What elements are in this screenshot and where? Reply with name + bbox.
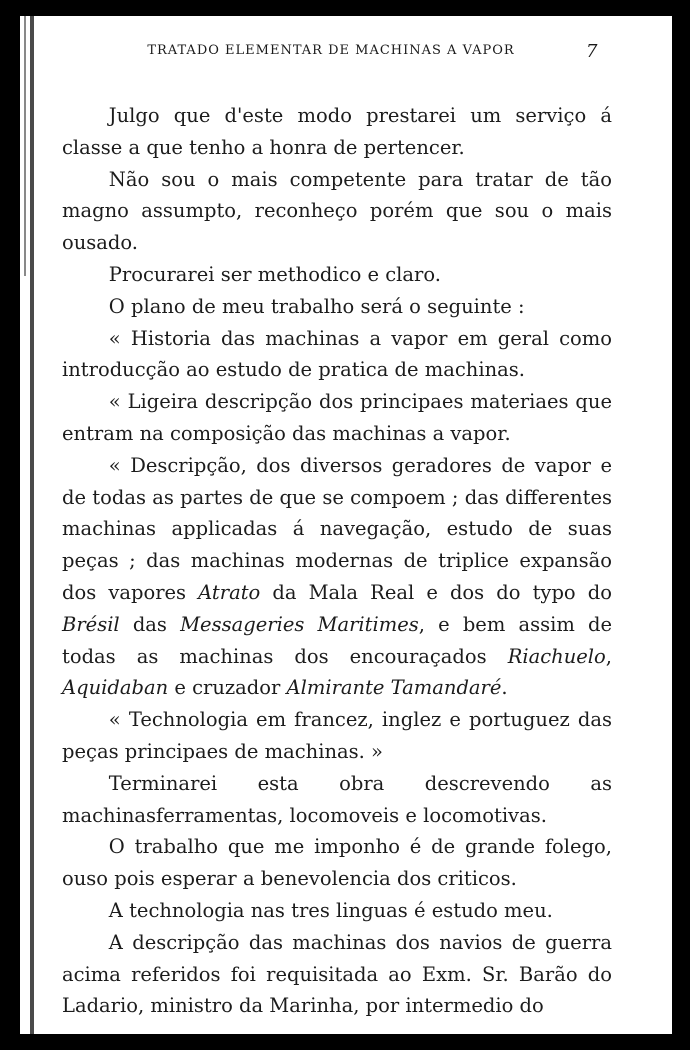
text-segment: das (119, 612, 181, 636)
ship-name: Riachuelo (507, 644, 606, 668)
ship-name: Brésil (62, 612, 120, 636)
paragraph: « Technologia em francez, inglez e portuguez das peças principaes de machinas. » (62, 708, 612, 763)
text-segment: , e bem assim de todas as machinas dos encouraçados (62, 612, 613, 668)
book-page (20, 16, 672, 1034)
page-number: 7 (586, 41, 598, 62)
text-segment: « Descripção, dos diversos geradores de vapor e de todas as partes de que se compoem ; das differentes machinas applicadas á navegação, estudo de suas peças ; das machinas modernas de triplice expansão dos vapores (62, 453, 612, 604)
paragraph-description (62, 450, 612, 704)
paragraph: Julgo que d'este modo prestarei um serviço á classe a que tenho a honra de pertencer. (62, 104, 612, 159)
page-edge-shadow (30, 16, 34, 1034)
paragraph: « Ligeira descripção dos principaes materiaes que entram na composição das machinas a vapor. (62, 390, 612, 445)
paragraph: O plano de meu trabalho será o seguinte : (108, 294, 525, 318)
text-segment: e cruzador (168, 676, 287, 700)
ship-name: Almirante Tamandaré (286, 676, 502, 700)
paragraph: Terminarei esta obra descrevendo as machinasferramentas, locomoveis e locomotivas. (62, 771, 612, 827)
paragraph: « Historia das machinas a vapor em geral como introducção ao estudo de pratica de machinas. (62, 326, 612, 382)
text-segment: . (501, 676, 508, 700)
paragraph: Procurarei ser methodico e claro. (108, 262, 441, 286)
text-segment: , (605, 644, 612, 668)
running-head: TRATADO ELEMENTAR DE MACHINAS A VAPOR (147, 43, 515, 58)
paragraph: O trabalho que me imponho é de grande folego, ouso pois esperar a benevolencia dos criticos. (62, 835, 612, 891)
paragraph: A technologia nas tres linguas é estudo meu. (108, 898, 553, 922)
body-text (62, 100, 612, 1022)
text-segment: da Mala Real e dos do typo do (260, 580, 612, 604)
paragraph: Não sou o mais competente para tratar de tão magno assumpto, reconheço porém que sou o mais ousado. (62, 167, 612, 255)
page-header (20, 43, 672, 63)
ship-name: Aquidaban (62, 676, 169, 700)
ship-name: Atrato (198, 580, 261, 604)
paragraph: A descripção das machinas dos navios de guerra acima referidos foi requisitada ao Exm. Sr. Barão do Ladario, ministro da Marinha, por intermedio do (62, 930, 612, 1018)
company-name: Messageries Maritimes (180, 612, 419, 636)
